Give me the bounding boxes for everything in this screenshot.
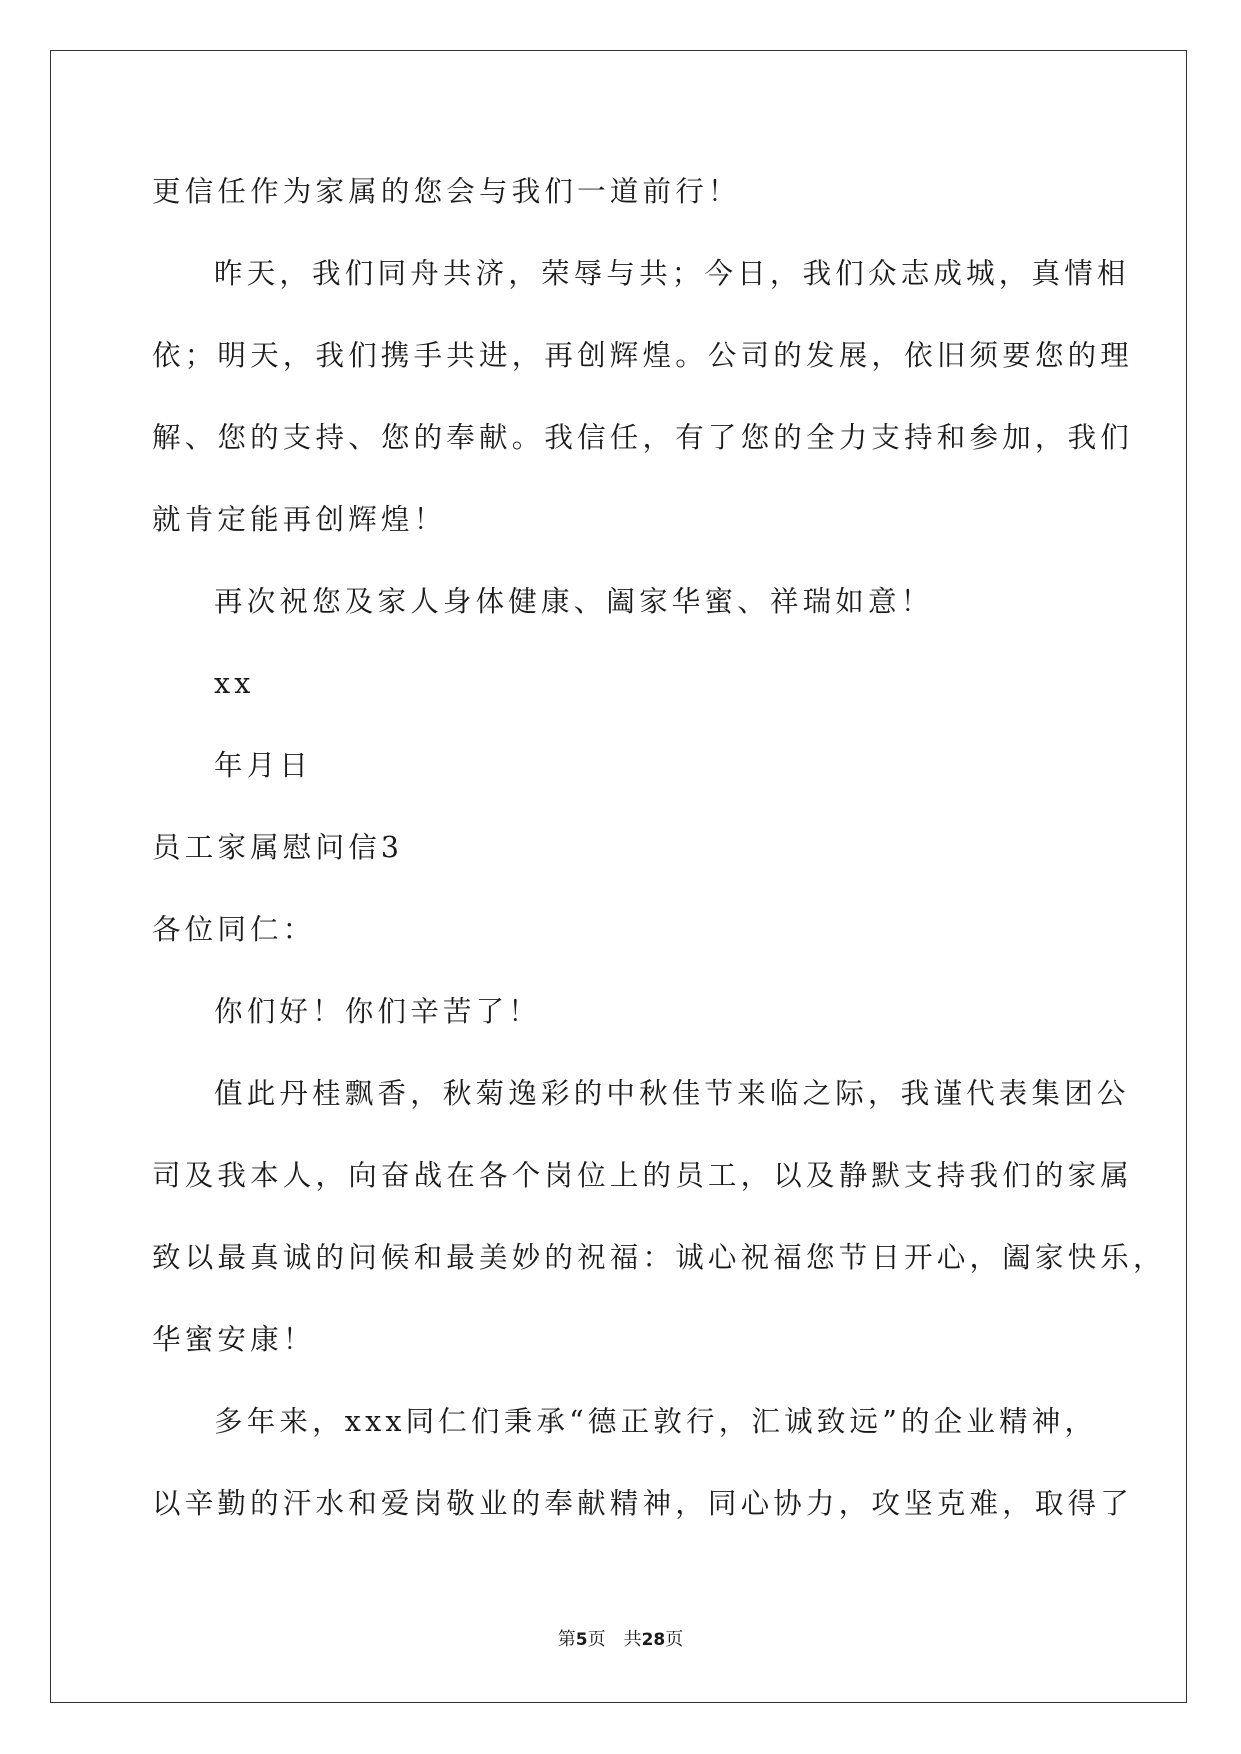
date-line: 年月日: [214, 749, 313, 782]
text-line: 以辛勤的汗水和爱岗敬业的奉献精神，同心协力，攻坚克难，取得了: [152, 1487, 1134, 1520]
current-page-number: 5: [575, 1630, 588, 1650]
text-line: 致以最真诚的问候和最美妙的祝福：诚心祝福您节日开心，阖家快乐，: [152, 1241, 1166, 1274]
text-line: 依；明天，我们携手共进，再创辉煌。公司的发展，依旧须要您的理: [152, 339, 1134, 372]
text-line: 更信任作为家属的您会与我们一道前行！: [152, 175, 741, 208]
text-line: 你们好！你们辛苦了！: [214, 995, 542, 1028]
salutation: 各位同仁：: [152, 913, 316, 946]
signature-line: xx: [214, 667, 255, 700]
footer-middle: 页 共: [587, 1629, 642, 1650]
text-line: 解、您的支持、您的奉献。我信任，有了您的全力支持和参加，我们: [152, 421, 1134, 454]
text-line: 就肯定能再创辉煌！: [152, 503, 447, 536]
page-frame: [50, 50, 1187, 1703]
section-title: 员工家属慰问信3: [152, 831, 404, 864]
text-line: 再次祝您及家人身体健康、阖家华蜜、祥瑞如意！: [214, 585, 934, 618]
total-page-number: 28: [641, 1630, 666, 1650]
text-line: 司及我本人，向奋战在各个岗位上的员工，以及静默支持我们的家属: [152, 1159, 1134, 1192]
text-line: 昨天，我们同舟共济，荣辱与共；今日，我们众志成城，真情相: [214, 257, 1130, 290]
text-line: 值此丹桂飘香，秋菊逸彩的中秋佳节来临之际，我谨代表集团公: [214, 1077, 1130, 1110]
page-footer: [0, 1625, 1241, 1651]
text-line: 华蜜安康！: [152, 1323, 316, 1356]
footer-prefix: 第: [557, 1629, 576, 1650]
footer-suffix: 页: [665, 1629, 684, 1650]
text-line: 多年来，xxx同仁们秉承“德正敦行，汇诚致远”的企业精神，: [214, 1405, 1098, 1438]
